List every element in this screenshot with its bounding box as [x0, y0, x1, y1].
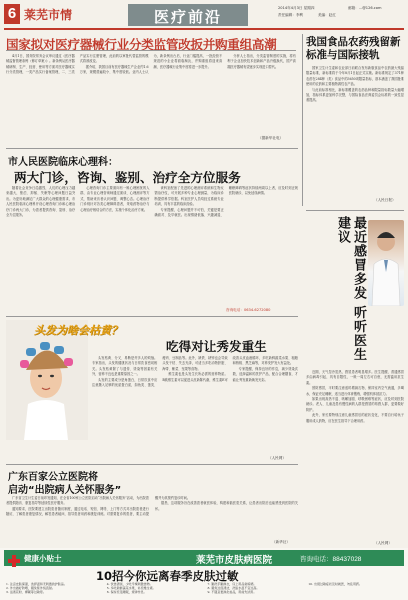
page-number-badge: 6 — [4, 4, 20, 24]
right-top-body — [306, 66, 404, 196]
hospital-contact: 咨询电话：0634-6272080 — [226, 308, 271, 312]
ad-tip: 3. 远离花粉、柳絮等过敏原。 — [6, 590, 46, 595]
right-top-headline: 我国食品农药残留新标准与国际接轨 — [306, 36, 401, 61]
hospital-headline: 两大门诊，咨询、鉴别、治疗全方位服务 — [14, 170, 241, 185]
public-hospital-rule — [6, 464, 298, 465]
cold-paragraph: 此外，家长要特别注意儿童感冒后的症状变化，不要自行给孩子服用成人药物，应在医生指导下合理用药。 — [306, 413, 404, 423]
beauty-source: （人民网） — [268, 456, 286, 460]
cold-paragraph: 近期，天气忽冷忽热，感冒患者明显增多。医生提醒，普通感冒多由病毒引起，具有自限性，一般一周左右可自愈，无需滥用抗生素。 — [306, 370, 404, 385]
email-line: 邮箱：...@126.com — [348, 6, 382, 10]
beauty-paragraph: 专家提醒，保持良好的作息，减少烫染次数，选择温和的洗护产品，配合合理膳食，才能让秀发重新焕发光彩。 — [232, 366, 298, 382]
right-top-paragraph: 与此前标准相比，新标准覆盖的农药品种和限量指标数量大幅增加，指标体系更加科学完整，与国际食品法典委员会标准的一致性显著提高。 — [306, 87, 404, 103]
medical-cross-icon — [8, 552, 20, 564]
public-hospital-headline-bottom: 启动“出院病人关怀服务” — [8, 485, 122, 496]
woman-with-rollers-photo — [6, 320, 88, 440]
beauty-paragraph: 头发枯黄、分叉、易断是许多人的烦恼。专家指出，头发的健康状况与日常饮食密切相关。头发枯黄除了与遗传、烫染等因素有关外，营养不良也是重要原因之一。 — [92, 356, 158, 377]
editor-line: 责任编辑：李利 — [278, 13, 304, 17]
lead-body — [6, 54, 296, 135]
lead-paragraph: 分析人士指出，分类监管制度的实施，将有利于企业加快技术创新和产品升级换代，国产高端医疗器械有望逐步实现进口替代。 — [227, 54, 296, 69]
right-top-paragraph: 国家卫生计生委和农业部日前联合发布新版食品中农药最大残留限量标准，新标准将于今年8月1日起正式实施。新标准规定了371种农药在284种（类）食品中的3650项限量指标，基本涵盖了我国批准使用的农药和主要植物源性农产品。 — [306, 66, 404, 87]
ad-tip: 6. 保持充足睡眠，规律作息。 — [106, 590, 147, 595]
right-top-divider — [302, 34, 303, 206]
public-hospital-headline-top: 广东百家公立医院将 — [8, 472, 98, 483]
beauty-headline: 吃得对让秀发重生 — [166, 339, 267, 354]
layout-line: 美编：赵红 — [318, 13, 336, 17]
ad-block — [0, 548, 408, 600]
hospital-top-rule — [6, 148, 298, 149]
hospital-paragraph: 专家提醒，心理问题并不可怕，关键是要正确面对、及早就医。出现情绪低落、兴趣减退、睡眠障碍等症状持续两周以上者，应及时到正规医院就诊，以免延误病情。 — [154, 186, 298, 218]
section-title: 医疗前沿 — [153, 8, 222, 26]
section-banner — [128, 4, 248, 26]
beauty-top-rule — [6, 316, 298, 317]
masthead-rule — [4, 28, 404, 30]
lead-source: （据新华社电） — [258, 136, 284, 140]
cold-paragraph: 预防感冒，平时要注意适时增减衣物，保持室内空气流通，多喝水，保证充足睡眠，适当进行体育锻炼，增强机体抵抗力。 — [306, 386, 404, 396]
beauty-body — [92, 356, 298, 456]
hospital-paragraph: 心理咨询门诊主要面向有一般心理困扰的人群，由专业心理咨询师通过面谈、心理测评等方式，帮助来访者认识问题、调整心态。心理治疗门诊则针对各类心理障碍患者，采取药物治疗与心理治疗相结合的方法，实施个体化治疗方案。 — [80, 186, 150, 212]
cold-headline: 最近感冒多发 听听医生建议 — [335, 216, 366, 362]
hospital-paragraph: 该科室配备了先进的心理测评系统和生物反馈治疗仪，可开展多种专业心理测量，为临床诊断提供科学依据。科室医护人员均经过系统专业培训，具有丰富的临床经验。 — [154, 186, 224, 207]
ad-banner-left: 健康小贴士 — [24, 554, 62, 563]
right-top-source: （人民日报） — [374, 198, 396, 202]
ad-tip: 7. 勤洗手勤换衣，床上用品常晾晒。 — [207, 582, 257, 586]
ad-headline: 10招今你远离春季皮肤过敏 — [96, 569, 239, 583]
public-hospital-paragraph: 通知要求，医院要建立出院患者随访制度，通过电话、短信、网络、上门等方式对出院患者进行随访，了解患者康复情况，解答患者疑问，指导患者用药和康复训练。对需要复诊的患者，要主动提醒并为其预约复诊时间。 — [6, 496, 191, 517]
ad-phone: 咨询电话：88437028 — [300, 556, 362, 563]
public-hospital-source: （新华社） — [272, 540, 290, 544]
doctor-photo — [368, 220, 404, 306]
cold-body — [306, 370, 404, 540]
lead-paragraph: 4月1日，国务院常务会议审议通过《医疗器械监督管理条例（修订草案）》。新条例从医疗器械研制、生产、经营、使用等方面对医疗器械实行分类管理，一类产品实行备案管理，二、三类产品实行注册管理，此前的以审批代替监管的模式将被改变。 — [6, 54, 149, 75]
beauty-slogan: 头发为啥会枯黄？ — [34, 324, 122, 337]
masthead — [0, 0, 408, 30]
hospital-paragraph: 随着社会竞争日趋激烈，人们的心理压力越来越大，焦虑、抑郁、失眠等心理问题日益突出。为更好地满足广大群众的心理健康需求，市人民医院临床心理科开设心理咨询门诊和心理治疗门诊两大门诊，为患者提供咨询、鉴别、治疗全方位服务。 — [6, 186, 76, 218]
ad-tip: 2. 外出做好防晒，避免紫外线直射。 — [6, 586, 55, 591]
ad-tip: 1. 注意皮肤保湿，选择温和无刺激的护肤品。 — [6, 582, 67, 586]
ad-tips — [6, 582, 404, 600]
brand-title: 莱芜市情 — [24, 8, 73, 22]
ad-tip: 8. 避免过度清洁，洗脸水温不宜过高。 — [207, 586, 260, 591]
hospital-kicker: 市人民医院临床心理科： — [8, 157, 118, 168]
ad-tip: 5. 多吃新鲜蔬菜水果，补充维生素。 — [106, 586, 156, 591]
public-hospital-body — [6, 496, 298, 540]
ad-tip: 4. 饮食清淡，少吃辛辣刺激食物。 — [106, 582, 153, 586]
cold-source: （人民网） — [374, 541, 392, 545]
beauty-paragraph: 维生素也是头发生长所必需的营养物质。B族维生素可以促进头皮新陈代谢，维生素E可改善头皮血液循环，多吃新鲜蔬菜水果、粗粮和核桃、黑芝麻等，对养发护发大有益处。 — [162, 356, 298, 382]
ad-title: 莱芜市皮肤病医院 — [196, 555, 273, 566]
cold-paragraph: 如果出现高热不退、咳嗽加剧、呼吸困难等症状，应及时到医院就诊。老人、儿童及患有慢性病的人群是感冒的易感人群，更要做好防护。 — [306, 397, 404, 412]
hospital-body — [6, 186, 298, 306]
lead-paragraph: 据介绍，我国目前有医疗器械生产企业约1.6万家，规模普遍较小、集中度较低。业内人士认为，新条例出台后，行业门槛提高，一批经营不规范的小企业将面临淘汰，并购重组将迎来高潮，医疗器械行业集中度将进一步提升。 — [79, 54, 223, 75]
public-hospital-paragraph: 据悉，这项服务旨在改善患者就医体验，构建和谐医患关系，让患者出院后也能感受到医院的关怀。 — [155, 501, 298, 511]
lead-rule — [6, 50, 296, 51]
lead-headline: 国家拟对医疗器械行业分类监管改扳并购重组高潮 — [6, 37, 277, 52]
right-col-rule — [306, 210, 404, 211]
ad-tip: 10. 出现过敏症状及时就医，勿乱用药。 — [308, 582, 362, 586]
date-line: 2014年4月3日 星期四 — [278, 6, 315, 10]
beauty-paragraph: 头发的主要成分是角蛋白，日常饮食中应注意摄入足够的优质蛋白质，如鱼类、蛋类、瘦肉、豆制品等。此外，缺铁、缺锌也会导致头发干枯、失去光泽，可适当多吃动物肝脏、海带、紫菜、坚果等食物。 — [92, 356, 228, 388]
ad-tip: 9. 不随意更换化妆品，用前先试用。 — [207, 590, 257, 595]
public-hospital-paragraph: 广东省卫生计生委日前印发通知，在全省100家公立医院启动“出院病人关怀服务”活动，为出院患者提供随访、康复指导等延续性医疗服务。 — [6, 496, 149, 506]
